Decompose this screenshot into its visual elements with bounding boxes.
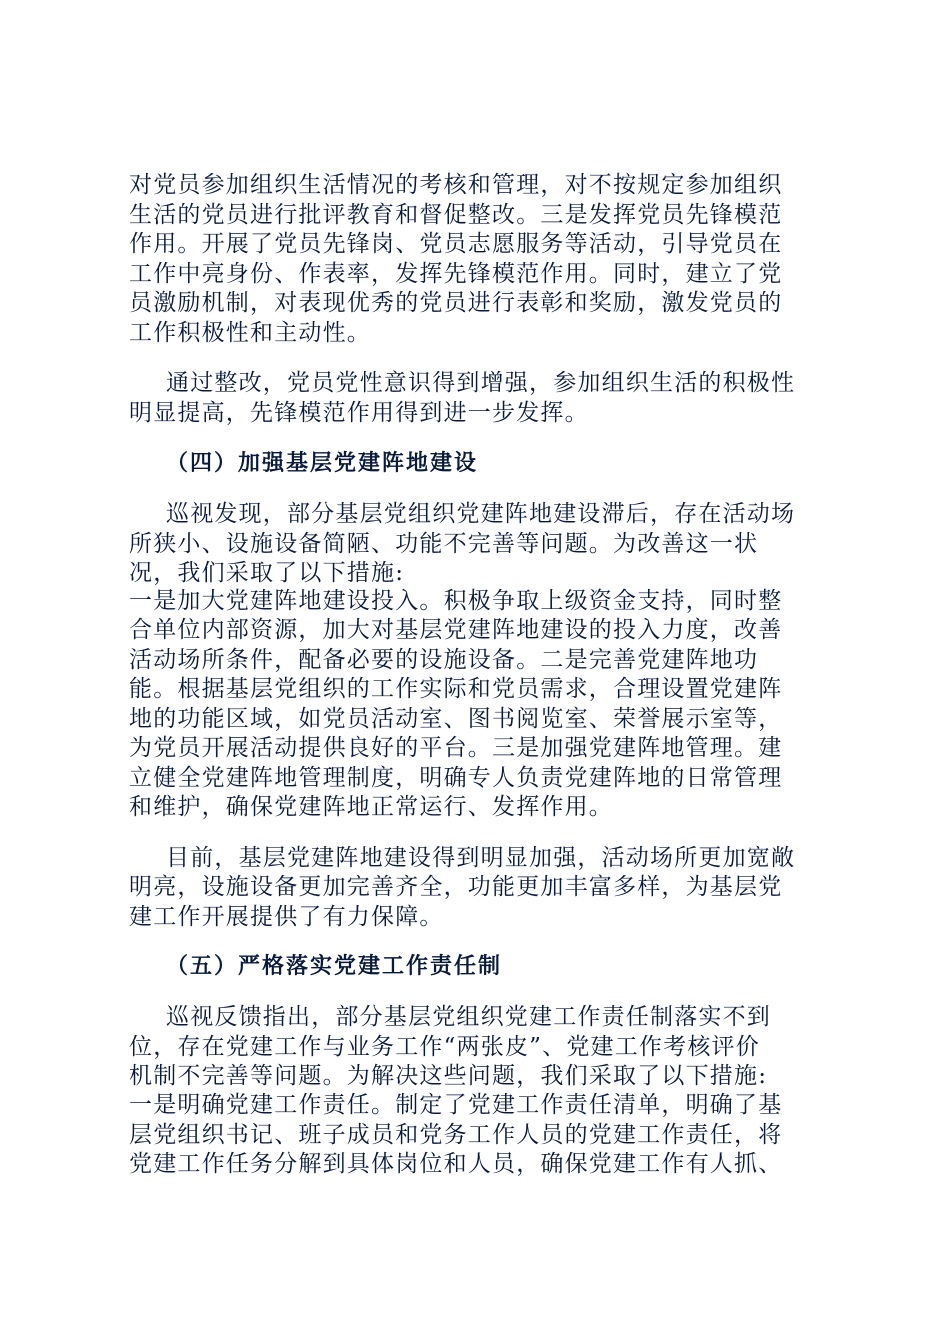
paragraph-line: 合单位内部资源，加大对基层党建阵地建设的投入力度，改善 [129,617,783,643]
paragraph-line: 位，存在党建工作与业务工作“两张皮”、党建工作考核评价 [129,1034,760,1060]
section-heading: （五）严格落实党建工作责任制 [166,954,503,979]
paragraph-line: 能。根据基层党组织的工作实际和党员需求，合理设置党建阵 [129,676,783,702]
paragraph-line: 党建工作任务分解到具体岗位和人员，确保党建工作有人抓、 [129,1151,783,1177]
paragraph-line: 层党组织书记、班子成员和党务工作人员的党建工作责任，将 [129,1122,783,1148]
paragraph-line: 对党员参加组织生活情况的考核和管理，对不按规定参加组织 [129,172,783,198]
paragraph-line: 机制不完善等问题。为解决这些问题，我们采取了以下措施: [129,1063,768,1089]
paragraph-line: 巡视发现，部分基层党组织党建阵地建设滞后，存在活动场 [166,501,796,527]
paragraph-line: 目前，基层党建阵地建设得到明显加强，活动场所更加宽敞 [166,845,796,871]
paragraph-line: 工作中亮身份、作表率，发挥先锋模范作用。同时，建立了党 [129,261,783,287]
paragraph-line: 员激励机制，对表现优秀的党员进行表彰和奖励，激发党员的 [129,290,783,316]
paragraph-line: 建工作开展提供了有力保障。 [129,904,444,930]
paragraph-line: 地的功能区域，如党员活动室、图书阅览室、荣誉展示室等， [129,706,783,732]
section-heading: （四）加强基层党建阵地建设 [166,451,479,476]
paragraph-line: 明亮，设施设备更加完善齐全，功能更加丰富多样，为基层党 [129,874,783,900]
paragraph-line: 一是加大党建阵地建设投入。积极争取上级资金支持，同时整 [129,588,783,614]
paragraph-line: 生活的党员进行批评教育和督促整改。三是发挥党员先锋模范 [129,202,783,228]
paragraph-line: 一是明确党建工作责任。制定了党建工作责任清单，明确了基 [129,1092,783,1118]
paragraph-line: 所狭小、设施设备简陋、功能不完善等问题。为改善这一状 [129,531,759,557]
paragraph-line: 活动场所条件，配备必要的设施设备。二是完善党建阵地功 [129,647,759,673]
paragraph-line: 工作积极性和主动性。 [129,320,371,346]
paragraph-line: 和维护，确保党建阵地正常运行、发挥作用。 [129,794,613,820]
paragraph-line: 巡视反馈指出，部分基层党组织党建工作责任制落实不到 [166,1004,771,1030]
paragraph-line: 况，我们采取了以下措施: [129,560,405,586]
paragraph-line: 立健全党建阵地管理制度，明确专人负责党建阵地的日常管理 [129,765,783,791]
paragraph-line: 作用。开展了党员先锋岗、党员志愿服务等活动，引导党员在 [129,231,783,257]
paragraph-line: 通过整改，党员党性意识得到增强，参加组织生活的积极性 [166,370,796,396]
paragraph-line: 为党员开展活动提供良好的平台。三是加强党建阵地管理。建 [129,735,783,761]
paragraph-line: 明显提高，先锋模范作用得到进一步发挥。 [129,400,589,426]
